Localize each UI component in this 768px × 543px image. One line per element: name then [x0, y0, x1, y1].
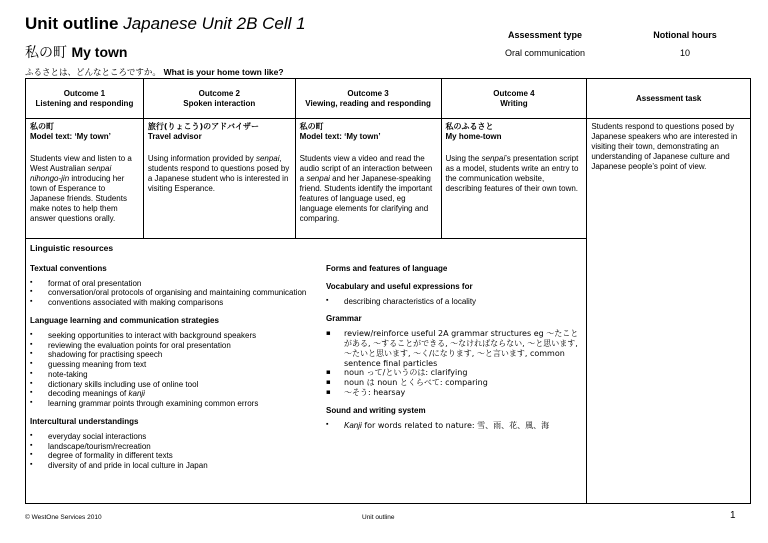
- unit-outline-table: [25, 78, 751, 504]
- outcome-4-desc: [446, 154, 583, 194]
- outcome-3-model: Model text: ‘My town’: [299, 132, 381, 141]
- outcome-2-jp: 旅行(りょこう)のアドバイザー: [147, 122, 260, 131]
- outcome-3-desc: [300, 154, 437, 224]
- outcome-1-jp: 私の町: [30, 122, 54, 131]
- strategies-list: [30, 331, 316, 409]
- resources-left-column: [30, 264, 326, 471]
- list-item: ▪ guessing meaning from text: [30, 360, 316, 370]
- linguistic-resources-title: Linguistic resources: [30, 243, 114, 253]
- desc-text: Students view a video and read the audio script of an interaction between a: [299, 154, 433, 183]
- desc-text: Using information provided by: [147, 154, 256, 163]
- outcome-3-cell: [295, 119, 441, 239]
- outcome-1-desc: [30, 154, 139, 224]
- list-item: ▪ note-taking: [30, 370, 316, 380]
- outcome-4-model: My home-town: [445, 132, 502, 141]
- page-title: [25, 14, 306, 34]
- notional-hours-label: Notional hours: [653, 30, 717, 40]
- assessment-task-cell: [587, 119, 751, 504]
- page-number: 1: [730, 510, 736, 521]
- outcome-4-jp: 私のふるさと: [445, 122, 494, 131]
- list-item: ▪ reviewing the evaluation points for oral presentation: [30, 341, 316, 351]
- assessment-type-label: Assessment type: [507, 30, 583, 40]
- outcome-4-heading: Outcome 4 Writing: [441, 79, 587, 119]
- list-item-text: decoding meanings of: [48, 389, 129, 399]
- list-item: ▪ conversation/oral protocols of organising and maintaining communication: [30, 288, 316, 298]
- desc-italic: senpai nihongo-jin: [30, 164, 112, 183]
- intercultural-title: Intercultural understandings: [30, 416, 139, 426]
- intercultural-list: [30, 432, 316, 471]
- vocab-title: Vocabulary and useful expressions for: [326, 281, 473, 291]
- outcome-3-jp: 私の町: [299, 122, 324, 131]
- forms-title: Forms and features of language: [326, 263, 448, 273]
- resources-right-column: [326, 264, 582, 471]
- grammar-title: Grammar: [326, 314, 362, 324]
- list-item: ▪ landscape/tourism/recreation: [30, 442, 316, 452]
- list-item: ▪ noun は noun とくらべて: comparing: [326, 378, 582, 388]
- list-item-text: for words related to nature: 雪、雨、花、風、海: [361, 420, 550, 430]
- list-item: ▪ dictionary skills including use of online tool: [30, 380, 316, 390]
- outcome-2-heading: Outcome 2 Spoken interaction: [143, 79, 295, 119]
- desc-text: introducing her town of Esperance to Japanese friends. Students make notes to help them answer questions orally.: [30, 174, 127, 223]
- list-item: ▪ format of oral presentation: [30, 279, 316, 289]
- list-item: ▪ diversity of and pride in local culture in Japan: [30, 461, 316, 471]
- outcome-2-desc: [148, 154, 291, 194]
- desc-italic: senpai: [306, 174, 330, 183]
- outcome-1-cell: [26, 119, 144, 239]
- footer-copyright: © WestOne Services 2010: [25, 514, 102, 521]
- list-item: ▪ degree of formality in different texts: [30, 451, 316, 461]
- textual-title: Textual conventions: [30, 263, 107, 273]
- grammar-list: [326, 329, 582, 397]
- kanji-word: Kanji: [344, 420, 362, 430]
- title-bold: Unit outline: [25, 14, 124, 33]
- notional-hours-value: 10: [679, 48, 690, 58]
- sound-list: [326, 421, 582, 431]
- linguistic-resources-cell: [26, 239, 587, 504]
- subtitle-jp: 私の町: [25, 45, 72, 61]
- subtitle-en: My town: [71, 44, 128, 60]
- list-item: ▪ shadowing for practising speech: [30, 350, 316, 360]
- list-item: ▪ learning grammar points through examining common errors: [30, 399, 316, 409]
- kanji-word: kanji: [128, 389, 145, 399]
- desc-text: Students view and listen to a West Australian: [30, 154, 132, 173]
- desc-text: ’s presentation script as a model, students write an entry to the communication website, describing features of their own town.: [445, 154, 579, 193]
- title-italic: Japanese Unit 2B Cell 1: [123, 14, 306, 33]
- outcome-1-model: Model text: ‘My town’: [30, 132, 111, 141]
- assessment-task-heading: Assessment task: [587, 79, 751, 119]
- list-item: ▪ review/reinforce useful 2A grammar structures eg 〜たことがある, 〜することができる, 〜なければならない, 〜と思います, 〜たいと思います, 〜く/になります, 〜と言います, common sentence final particles: [326, 329, 582, 368]
- desc-text: , students respond to questions posed by a Japanese student who is interested in visiting Esperance.: [147, 154, 290, 193]
- guiding-question: [25, 66, 284, 78]
- desc-italic: senpai: [481, 154, 506, 163]
- list-item: [30, 389, 316, 399]
- outcome-1-heading: Outcome 1 Listening and responding: [26, 79, 144, 119]
- textual-list: [30, 279, 316, 308]
- assessment-type-value: Oral communication: [504, 48, 586, 58]
- assessment-task-text: Students respond to questions posed by Japanese speakers who are interested in visiting their town, demonstrating an understanding of Japanese culture and Japanese people’s point of view.: [591, 122, 738, 171]
- vocab-list: [326, 297, 582, 307]
- list-item: ▪ 〜そう: hearsay: [326, 388, 582, 398]
- outcome-3-heading: Outcome 3 Viewing, reading and responding: [295, 79, 441, 119]
- desc-italic: senpai: [255, 154, 280, 163]
- footer-center: Unit outline: [362, 514, 395, 521]
- list-item: ▪ noun って/というのは: clarifying: [326, 368, 582, 378]
- strategies-title: Language learning and communication strategies: [30, 315, 219, 325]
- list-item: ▪ everyday social interactions: [30, 432, 316, 442]
- list-item: ▪ describing characteristics of a locality: [326, 297, 582, 307]
- unit-subtitle: [25, 42, 127, 62]
- outcome-4-cell: [441, 119, 587, 239]
- outcome-2-model: Travel advisor: [147, 132, 202, 141]
- list-item: ▪ conventions associated with making comparisons: [30, 298, 316, 308]
- desc-text: Using the: [445, 154, 482, 163]
- sound-title: Sound and writing system: [326, 405, 426, 415]
- question-en: What is your home town like?: [163, 67, 284, 77]
- list-item: ▪ seeking opportunities to interact with background speakers: [30, 331, 316, 341]
- desc-text: and her Japanese-speaking friend. Students identify the important features of language used, eg language elements for clarifying and comparing.: [299, 174, 433, 223]
- outcome-2-cell: [143, 119, 295, 239]
- question-jp: ふるさとは、どんなところですか。: [25, 68, 164, 78]
- list-item: [326, 421, 582, 431]
